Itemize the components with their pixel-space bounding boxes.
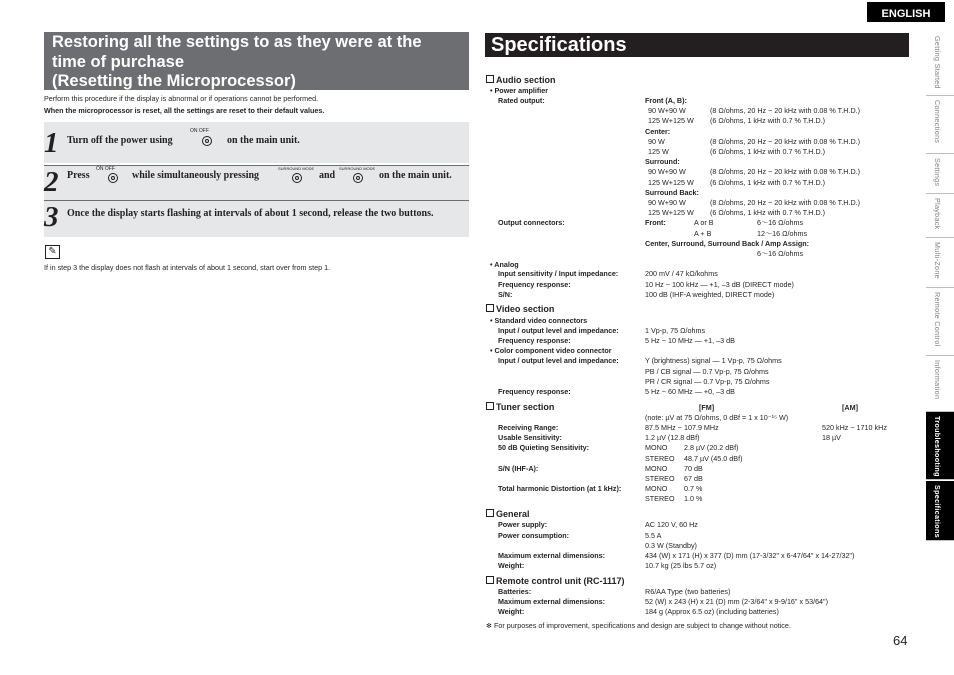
power-amp-label: • Power amplifier	[490, 86, 549, 95]
spec-label: Input / output level and impedance:	[498, 356, 619, 365]
step-number: 3	[44, 201, 59, 233]
spec-label: Weight:	[498, 607, 525, 616]
video-section-heading: Video section	[486, 304, 554, 314]
fm-header: [FM]	[699, 403, 715, 412]
spec-value: 70 dB	[684, 464, 703, 473]
note-text: If in step 3 the display does not flash at intervals of about 1 second, start over from step 1.	[44, 263, 331, 272]
step-text-c: and	[319, 170, 336, 181]
step-number: 2	[44, 166, 59, 198]
icon-label: SURROUND MODE	[339, 166, 376, 171]
spec-value: 5 Hz ~ 60 MHz — +0, –3 dB	[645, 387, 735, 396]
spec-value: 125 W	[648, 147, 669, 156]
spec-value: A or B	[694, 218, 714, 227]
tab-label: Getting Started	[933, 36, 942, 89]
tab-label: Settings	[933, 158, 942, 187]
step-2	[44, 166, 469, 200]
title-line-1: Restoring all the settings to as they were at the	[52, 33, 422, 51]
tab-label: Information	[933, 360, 942, 400]
spec-value: A + B	[694, 229, 712, 238]
tab-label: Specifications	[933, 485, 942, 538]
spec-value: 0.3 W (Standby)	[645, 541, 697, 550]
spec-value: 520 kHz ~ 1710 kHz	[822, 423, 887, 432]
spec-value: 18 µV	[822, 433, 841, 442]
spec-value: STEREO	[645, 494, 675, 503]
icon-label: SURROUND MODE	[278, 166, 315, 171]
intro-warning: When the microprocessor is reset, all the settings are reset to their default values.	[44, 106, 325, 115]
spec-value: 87.5 MHz ~ 107.9 MHz	[645, 423, 719, 432]
tab-connections[interactable]	[926, 96, 954, 154]
footnote: ✻ For purposes of improvement, specifications and design are subject to change without notice.	[486, 621, 791, 630]
tab-getting-started[interactable]	[926, 32, 954, 96]
spec-label: Receiving Range:	[498, 423, 559, 432]
spec-label: Maximum external dimensions:	[498, 551, 606, 560]
spec-value: (8 Ω/ohms, 20 Hz ~ 20 kHz with 0.08 % T.H.D.)	[710, 137, 861, 146]
spec-label: Usable Sensitivity:	[498, 433, 562, 442]
spec-value: PR / CR signal — 0.7 Vp-p, 75 Ω/ohms	[645, 377, 770, 386]
surround-mode-left-icon	[278, 166, 314, 186]
spec-label: Weight:	[498, 561, 525, 570]
spec-value: 10.7 kg (25 lbs 5.7 oz)	[645, 561, 717, 570]
analog-label: • Analog	[490, 260, 519, 269]
surround-back-label: Surround Back:	[645, 188, 699, 197]
tab-label: Playback	[933, 198, 942, 230]
spec-value: 125 W+125 W	[648, 178, 694, 187]
tab-label: Multi-Zone	[933, 242, 942, 279]
comp-video-conn: • Color component video connector	[490, 346, 612, 355]
tab-settings[interactable]	[926, 154, 954, 194]
step-text: Once the display starts flashing at intervals of about 1 second, release the two buttons.	[67, 208, 434, 219]
std-video-conn: • Standard video connectors	[490, 316, 588, 325]
spec-label: Frequency response:	[498, 387, 571, 396]
spec-value: (6 Ω/ohms, 1 kHz with 0.7 % T.H.D.)	[710, 178, 826, 187]
specifications-title: Specifications	[485, 33, 909, 57]
icon-label: ON OFF	[96, 166, 115, 172]
spec-value: 1.2 µV (12.8 dBf)	[645, 433, 700, 442]
icon-label: ON OFF	[190, 128, 209, 134]
note-icon: ✎	[45, 245, 60, 259]
remote-section-heading: Remote control unit (RC-1117)	[486, 576, 625, 586]
spec-value: 90 W+90 W	[648, 106, 686, 115]
rated-output-label: Rated output:	[498, 96, 545, 105]
section-title	[44, 32, 469, 90]
spec-label: Power consumption:	[498, 531, 570, 540]
step-text-d: on the main unit.	[379, 170, 452, 181]
spec-value: (8 Ω/ohms, 20 Hz ~ 20 kHz with 0.08 % T.H.D.)	[710, 198, 861, 207]
spec-value: 125 W+125 W	[648, 116, 694, 125]
spec-value: 90 W	[648, 137, 665, 146]
spec-value: 5 Hz ~ 10 MHz — +1, –3 dB	[645, 336, 735, 345]
spec-label: Total harmonic Distortion (at 1 kHz):	[498, 484, 622, 493]
am-header: [AM]	[842, 403, 858, 412]
spec-value: (6 Ω/ohms, 1 kHz with 0.7 % T.H.D.)	[710, 147, 826, 156]
spec-value: 2.8 µV (20.2 dBf)	[684, 443, 739, 452]
spec-value: (8 Ω/ohms, 20 Hz ~ 20 kHz with 0.08 % T.H.D.)	[710, 106, 861, 115]
title-line-2: time of purchase	[52, 52, 185, 71]
spec-value: 10 Hz ~ 100 kHz — +1, –3 dB (DIRECT mode)	[645, 280, 794, 289]
spec-label: Frequency response:	[498, 336, 571, 345]
step-text-b: while simultaneously pressing	[132, 170, 260, 181]
spec-label: S/N:	[498, 290, 513, 299]
step-3	[44, 201, 469, 237]
step-text-a: Turn off the power using	[67, 135, 173, 146]
spec-value: PB / CB signal — 0.7 Vp-p, 75 Ω/ohms	[645, 367, 769, 376]
spec-value: 48.7 µV (45.0 dBf)	[684, 454, 743, 463]
intro-text: Perform this procedure if the display is abnormal or if operations cannot be performed.	[44, 94, 319, 103]
power-button-icon	[96, 166, 126, 186]
step-1	[44, 122, 469, 163]
spec-value: 100 dB (IHF-A weighted, DIRECT mode)	[645, 290, 775, 299]
spec-label: 50 dB Quieting Sensitivity:	[498, 443, 590, 452]
tab-specifications[interactable]	[926, 481, 954, 541]
spec-value: 434 (W) x 171 (H) x 377 (D) mm (17-3/32" x 6-47/64" x 14-27/32")	[645, 551, 855, 560]
spec-value: R6/AA Type (two batteries)	[645, 587, 731, 596]
spec-value: 6～16 Ω/ohms	[757, 249, 804, 258]
spec-value: (6 Ω/ohms, 1 kHz with 0.7 % T.H.D.)	[710, 116, 826, 125]
spec-value: (8 Ω/ohms, 20 Hz ~ 20 kHz with 0.08 % T.H.D.)	[710, 167, 861, 176]
spec-value: 1.0 %	[684, 494, 703, 503]
tab-troubleshooting[interactable]	[926, 412, 954, 480]
tuner-note: (note: µV at 75 Ω/ohms, 0 dBf = 1 x 10⁻¹⁵ W)	[645, 413, 789, 422]
audio-section-heading: Audio section	[486, 75, 556, 85]
spec-value: 184 g (Approx 6.5 oz) (including batteries)	[645, 607, 779, 616]
spec-label: Frequency response:	[498, 280, 571, 289]
surround-mode-right-icon	[339, 166, 375, 186]
other-conn-label: Center, Surround, Surround Back / Amp Assign:	[645, 239, 809, 248]
tab-information[interactable]	[926, 356, 954, 412]
tab-label: Connections	[933, 100, 942, 144]
step-text-a: Press	[67, 170, 90, 181]
spec-label: Power supply:	[498, 520, 548, 529]
front-label: Front (A, B):	[645, 96, 687, 105]
spec-value: STEREO	[645, 474, 675, 483]
spec-value: 5.5 A	[645, 531, 662, 540]
tab-remote-control[interactable]	[926, 288, 954, 356]
surround-label: Surround:	[645, 157, 680, 166]
spec-value: (6 Ω/ohms, 1 kHz with 0.7 % T.H.D.)	[710, 208, 826, 217]
tuner-section-heading: Tuner section	[486, 402, 554, 412]
general-section-heading: General	[486, 509, 530, 519]
language-tab[interactable]: ENGLISH	[867, 2, 945, 22]
spec-value: 200 mV / 47 kΩ/kohms	[645, 269, 718, 278]
spec-value: 12～16 Ω/ohms	[757, 229, 808, 238]
spec-value: MONO	[645, 464, 668, 473]
spec-value: AC 120 V, 60 Hz	[645, 520, 698, 529]
spec-value: MONO	[645, 443, 668, 452]
step-number: 1	[44, 127, 59, 159]
spec-label: Input / output level and impedance:	[498, 326, 619, 335]
center-label: Center:	[645, 127, 671, 136]
page-number: 64	[893, 633, 908, 648]
spec-value: 6～16 Ω/ohms	[757, 218, 804, 227]
spec-value: STEREO	[645, 454, 675, 463]
title-line-3: (Resetting the Microprocessor)	[52, 72, 296, 90]
spec-value: MONO	[645, 484, 668, 493]
spec-label: S/N (IHF-A):	[498, 464, 539, 473]
output-connectors-label: Output connectors:	[498, 218, 565, 227]
tab-multi-zone[interactable]	[926, 238, 954, 288]
spec-label: Batteries:	[498, 587, 532, 596]
spec-value: 90 W+90 W	[648, 167, 686, 176]
power-button-icon	[190, 128, 220, 148]
tab-playback[interactable]	[926, 194, 954, 238]
spec-value: 67 dB	[684, 474, 703, 483]
step-text-b: on the main unit.	[227, 135, 300, 146]
tab-label: Remote Control	[933, 292, 942, 347]
tab-label: Troubleshooting	[933, 416, 942, 477]
spec-label: Maximum external dimensions:	[498, 597, 606, 606]
spec-value: 90 W+90 W	[648, 198, 686, 207]
spec-value: 52 (W) x 243 (H) x 21 (D) mm (2-3/64" x 9-9/16" x 53/64")	[645, 597, 829, 606]
spec-label: Input sensitivity / Input impedance:	[498, 269, 619, 278]
spec-value: 125 W+125 W	[648, 208, 694, 217]
spec-value: Y (brightness) signal — 1 Vp-p, 75 Ω/ohms	[645, 356, 782, 365]
front-conn-label: Front:	[645, 218, 666, 227]
spec-value: 0.7 %	[684, 484, 703, 493]
spec-value: 1 Vp-p, 75 Ω/ohms	[645, 326, 706, 335]
